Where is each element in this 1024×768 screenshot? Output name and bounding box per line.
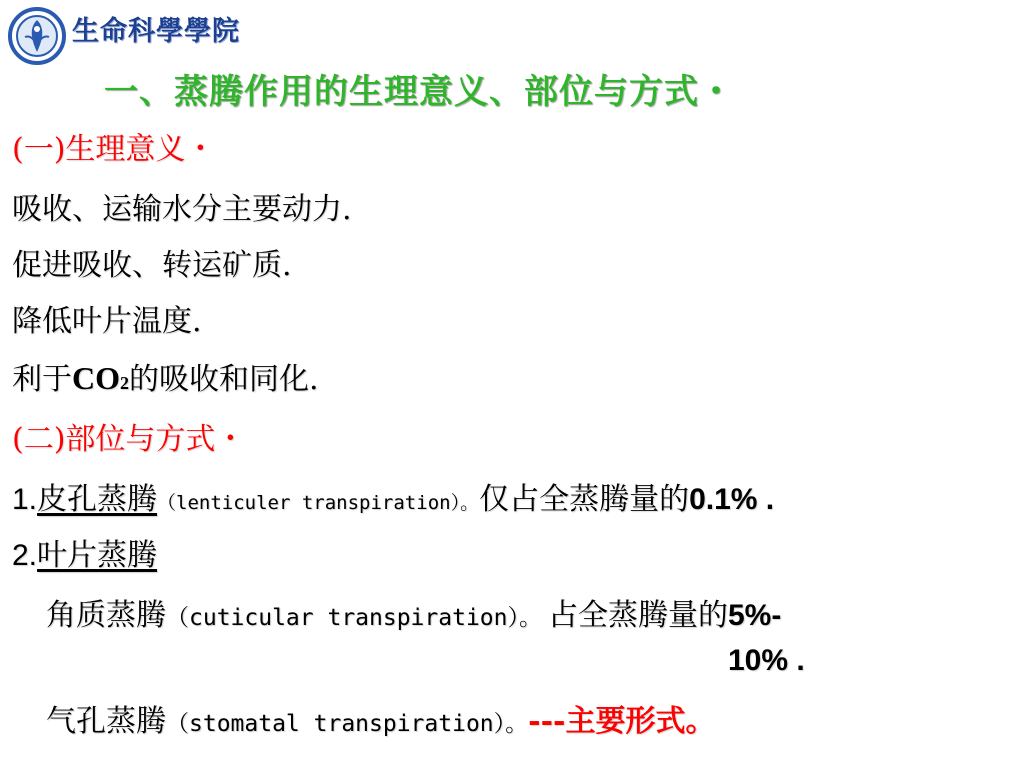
co2-line (12, 354, 319, 398)
cuticular-value-b: 10% . (728, 644, 805, 677)
co2-subscript: 2 (120, 373, 129, 393)
stomatal-english: （stomatal transpiration）。 (166, 711, 529, 737)
slide-title: 一、蒸腾作用的生理意义、部位与方式・ (104, 72, 734, 112)
cuticular-english: （cuticular transpiration）。 (166, 605, 542, 631)
header (8, 6, 240, 66)
lenticel-value: 0.1% . (689, 483, 775, 516)
item-number: 2. (12, 539, 38, 572)
stomatal-term: 气孔蒸腾 (46, 704, 166, 739)
leaf-line (12, 530, 157, 574)
stomatal-note: ---主要形式。 (528, 704, 716, 739)
co2-formula: CO (72, 360, 120, 396)
list-item: 促进吸收、转运矿质. (12, 248, 292, 283)
co2-suffix: 的吸收和同化. (129, 362, 319, 397)
lenticel-english: （lenticuler transpiration）。 (157, 492, 480, 514)
cuticular-term: 角质蒸腾 (46, 598, 166, 633)
stomatal-line (46, 696, 716, 740)
item-number: 1. (12, 483, 38, 516)
cuticular-value-a: 5%- (728, 599, 782, 632)
list-item: 降低叶片温度. (12, 304, 202, 339)
lenticel-desc: 仅占全蒸腾量的 (479, 482, 690, 517)
section1-heading: (一)生理意义・ (12, 132, 216, 167)
section2-heading: (二)部位与方式・ (12, 422, 246, 457)
lenticel-term: 皮孔蒸腾 (37, 482, 158, 517)
institution-logo (8, 7, 66, 65)
co2-prefix: 利于 (12, 362, 72, 397)
list-item: 吸收、运输水分主要动力. (12, 192, 352, 227)
leaf-term: 叶片蒸腾 (37, 538, 158, 573)
cuticular-desc: 占全蒸腾量的 (548, 598, 728, 633)
lenticel-line (12, 474, 774, 518)
logo-emblem-icon (8, 7, 66, 65)
cuticular-line (46, 590, 781, 634)
institution-name: 生命科學學院 (72, 15, 240, 47)
